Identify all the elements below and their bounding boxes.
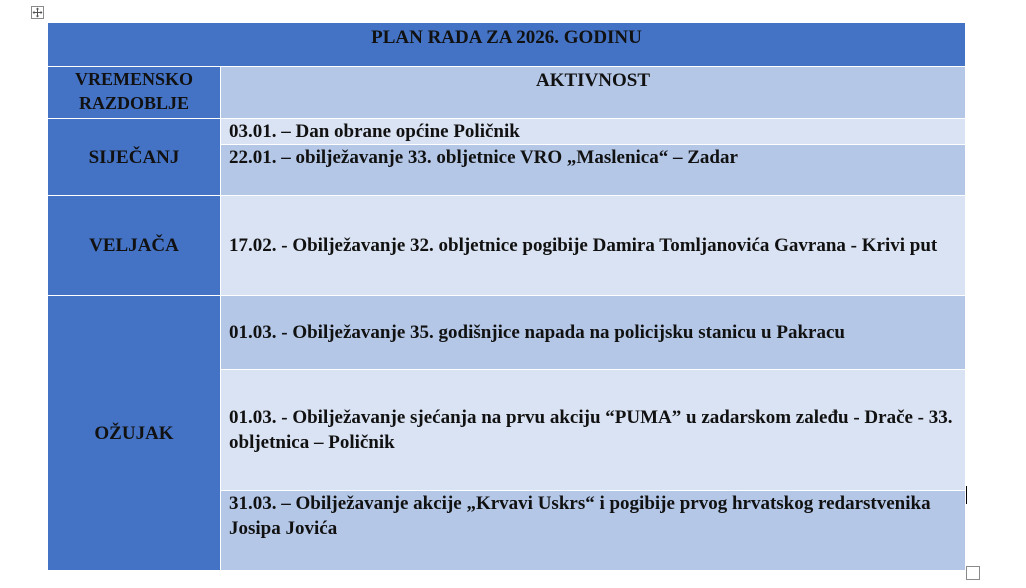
month-label: SIJEČANJ bbox=[88, 146, 180, 168]
month-cell-ozujak[interactable] bbox=[48, 296, 221, 571]
table-resize-handle[interactable] bbox=[966, 566, 980, 580]
header-period-cell[interactable] bbox=[48, 67, 221, 119]
activity-text: 01.03. - Obilježavanje sjećanja na prvu akciju “PUMA” u zadarskom zaleđu - Drače - 33. obljetnica – Poličnik bbox=[229, 407, 953, 453]
activity-text: 01.03. - Obilježavanje 35. godišnjice napada na policijsku stanicu u Pakracu bbox=[229, 322, 845, 343]
table-move-handle-icon[interactable] bbox=[31, 6, 44, 19]
table-title: PLAN RADA ZA 2026. GODINU bbox=[371, 27, 642, 48]
month-cell-veljaca[interactable] bbox=[48, 196, 221, 296]
activity-cell[interactable] bbox=[221, 491, 966, 571]
plan-table bbox=[47, 22, 966, 571]
activity-cell[interactable] bbox=[221, 296, 966, 370]
month-cell-sijecanj[interactable] bbox=[48, 119, 221, 196]
text-cursor bbox=[966, 486, 967, 504]
activity-text: 31.03. – Obilježavanje akcije „Krvavi Uskrs“ i pogibije prvog hrvatskog redarstvenika Josipa Jovića bbox=[229, 493, 931, 539]
activity-cell[interactable] bbox=[221, 145, 966, 196]
activity-cell[interactable] bbox=[221, 119, 966, 145]
month-label: VELJAČA bbox=[89, 235, 179, 256]
header-activity-cell[interactable] bbox=[221, 67, 966, 119]
month-label: OŽUJAK bbox=[94, 422, 174, 444]
activity-text: 03.01. – Dan obrane općine Poličnik bbox=[229, 121, 520, 142]
activity-text: 17.02. - Obilježavanje 32. obljetnice pogibije Damira Tomljanovića Gavrana - Krivi put bbox=[229, 235, 938, 256]
activity-text: 22.01. – obilježavanje 33. obljetnice VRO „Maslenica“ – Zadar bbox=[229, 147, 738, 168]
table-title-cell[interactable] bbox=[48, 23, 966, 67]
header-period-label: VREMENSKO RAZDOBLJE bbox=[74, 69, 193, 113]
header-activity-label: AKTIVNOST bbox=[535, 70, 651, 91]
activity-cell[interactable] bbox=[221, 370, 966, 491]
activity-cell[interactable] bbox=[221, 196, 966, 296]
